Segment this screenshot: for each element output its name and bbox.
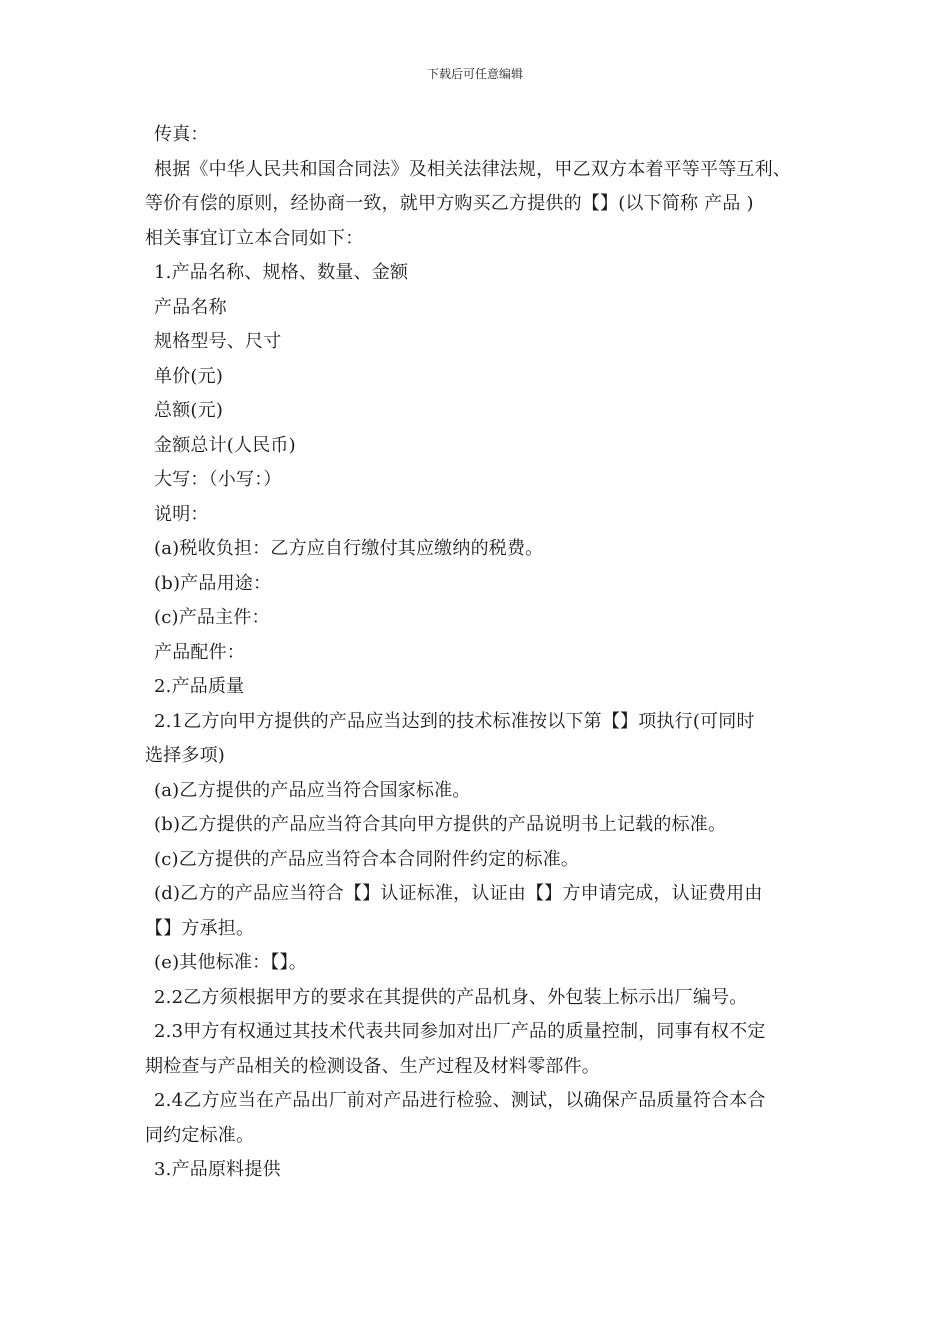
line-notes: 说明： <box>154 503 209 525</box>
clause-2-1-cont: 选择多项) <box>145 745 226 766</box>
page-header: 下载后可任意编辑 <box>426 67 523 81</box>
clause-2-2: 2.2乙方须根据甲方的要求在其提供的产品机身、外包装上标示出厂编号。 <box>154 986 748 1008</box>
line-grand-total: 金额总计(人民币) <box>154 434 296 456</box>
section-heading-2: 2.产品质量 <box>154 676 245 697</box>
clause-2-1-d: (d)乙方的产品应当符合【】认证标准，认证由【】方申请完成，认证费用由 <box>154 883 763 904</box>
clause-2-1-e: (e)其他标准：【】。 <box>154 952 307 973</box>
clause-2-1-d-cont: 【】方承担。 <box>145 917 255 939</box>
section-heading-1: 1.产品名称、规格、数量、金额 <box>154 262 409 283</box>
line-preamble-1: 根据《中华人民共和国合同法》及相关法律法规，甲乙双方本着平等平等互利、 <box>154 158 791 180</box>
line-preamble-3: 相关事宜订立本合同如下： <box>145 227 364 249</box>
section-heading-3: 3.产品原料提供 <box>154 1159 281 1180</box>
clause-2-1-c: (c)乙方提供的产品应当符合本合同附件约定的标准。 <box>154 848 580 870</box>
clause-2-3: 2.3甲方有权通过其技术代表共同参加对出厂产品的质量控制，同事有权不定 <box>154 1021 766 1042</box>
line-spec: 规格型号、尺寸 <box>154 331 282 352</box>
clause-2-1-a: (a)乙方提供的产品应当符合国家标准。 <box>154 779 471 801</box>
line-accessories: 产品配件： <box>154 641 245 663</box>
line-amount-words: 大写：（小写：） <box>154 469 282 490</box>
line-note-c: (c)产品主件： <box>154 607 270 628</box>
clause-2-3-cont: 期检查与产品相关的检测设备、生产过程及材料零部件。 <box>145 1055 600 1077</box>
clause-2-1-b: (b)乙方提供的产品应当符合其向甲方提供的产品说明书上记载的标准。 <box>154 814 727 835</box>
document-body <box>145 118 815 1188</box>
line-total: 总额(元) <box>154 400 224 421</box>
line-product-name: 产品名称 <box>154 296 227 318</box>
line-preamble-2: 等价有偿的原则，经协商一致，就甲方购买乙方提供的【】(以下简称 产品 ) <box>145 193 754 214</box>
clause-2-1: 2.1乙方向甲方提供的产品应当达到的技术标准按以下第【】项执行(可同时 <box>154 710 755 732</box>
line-unit-price: 单价(元) <box>154 365 224 387</box>
clause-2-4-cont: 同约定标准。 <box>145 1124 255 1146</box>
line-note-b: (b)产品用途： <box>154 572 272 594</box>
clause-2-4: 2.4乙方应当在产品出厂前对产品进行检验、测试，以确保产品质量符合本合 <box>154 1090 766 1111</box>
line-note-a: (a)税收负担：乙方应自行缴付其应缴纳的税费。 <box>154 538 544 559</box>
line-fax: 传真： <box>154 124 209 145</box>
